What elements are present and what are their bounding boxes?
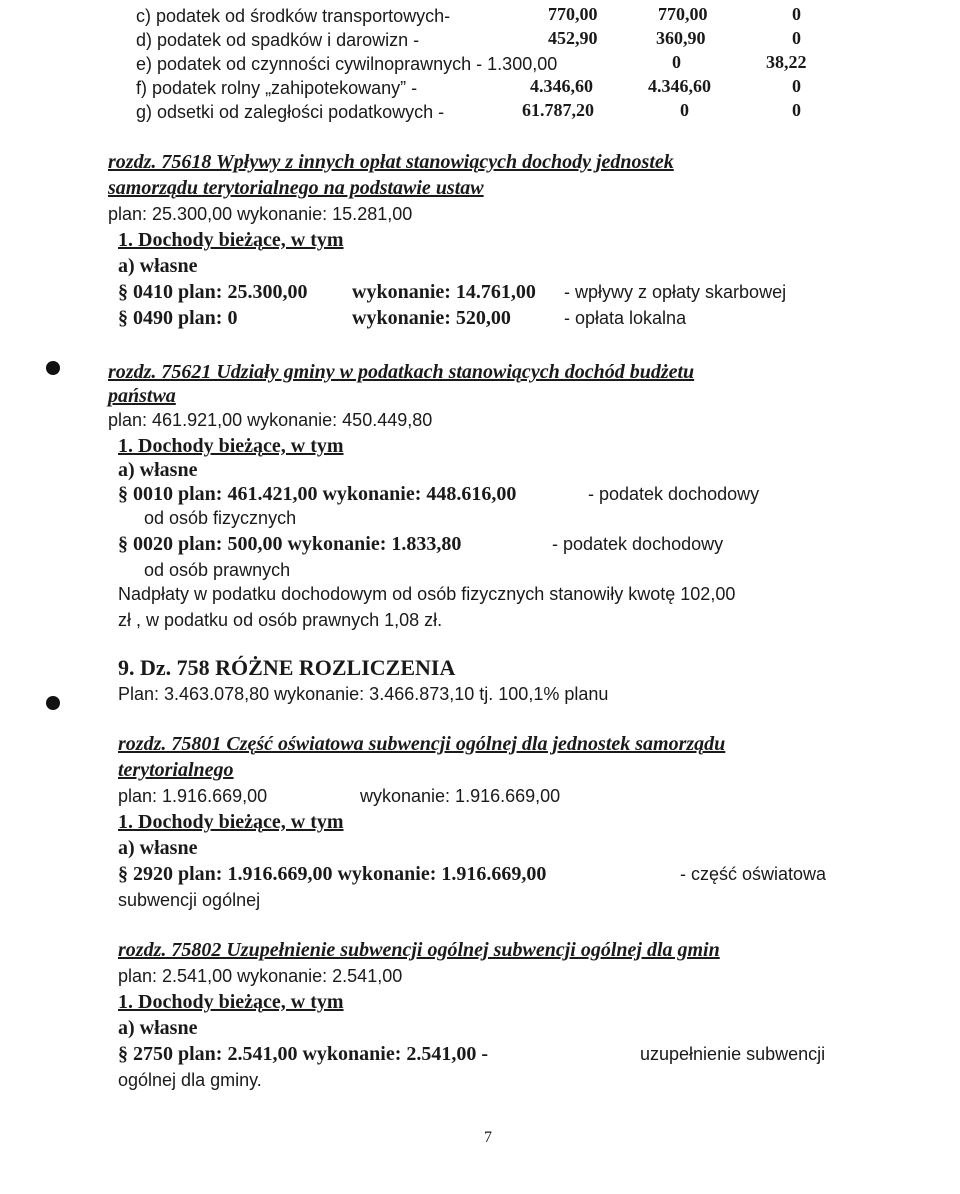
row-value-other: 0 (792, 4, 801, 24)
wlasne-heading: a) własne (118, 255, 198, 277)
top-row (136, 52, 557, 76)
row-value-other: 38,22 (766, 52, 807, 72)
row-value-exec: 4.346,60 (648, 76, 711, 96)
row-label: c) podatek od środków transportowych- (136, 6, 451, 26)
row-value-exec: 0 (672, 52, 681, 72)
row-label: f) podatek rolny „zahipotekowany” - (136, 78, 418, 98)
paragraph-desc: - opłata lokalna (564, 308, 687, 328)
plan-line: Plan: 3.463.078,80 wykonanie: 3.466.873,10 tj. 100,1% planu (118, 684, 609, 704)
row-value-plan: 4.346,60 (530, 76, 593, 96)
paragraph-desc-cont: ogólnej dla gminy. (118, 1070, 262, 1090)
paragraph-desc: uzupełnienie subwencji (640, 1044, 826, 1064)
paragraph-exec: wykonanie: 520,00 (352, 307, 511, 329)
plan-line: plan: 461.921,00 wykonanie: 450.449,80 (108, 410, 433, 430)
row-label: d) podatek od spadków i darowizn - (136, 30, 420, 50)
section-heading-75801-cont: terytorialnego (118, 759, 234, 781)
plan-line: plan: 25.300,00 wykonanie: 15.281,00 (108, 204, 413, 224)
dochody-heading: 1. Dochody bieżące, w tym (118, 991, 344, 1013)
plan-value: plan: 1.916.669,00 (118, 786, 268, 806)
top-row (136, 4, 450, 28)
top-row (136, 76, 417, 100)
paragraph-desc-cont: subwencji ogólnej (118, 890, 261, 910)
row-value-exec: 360,90 (656, 28, 706, 48)
paragraph-desc: - podatek dochodowy (588, 484, 760, 504)
section-heading-75618: rozdz. 75618 Wpływy z innych opłat stanowiących dochody jednostek (108, 151, 674, 173)
punch-hole-top (46, 361, 60, 375)
chapter-heading-758: 9. Dz. 758 RÓŻNE ROZLICZENIA (118, 655, 456, 680)
row-value-other: 0 (792, 28, 801, 48)
section-heading-75621-cont: państwa (108, 385, 176, 407)
paragraph-exec: wykonanie: 14.761,00 (352, 281, 536, 303)
paragraph-code: § 0020 plan: 500,00 wykonanie: 1.833,80 (118, 533, 462, 555)
paragraph-code: § 0410 plan: 25.300,00 (118, 281, 308, 303)
row-value-plan: 452,90 (548, 28, 598, 48)
paragraph-desc-cont: od osób fizycznych (144, 508, 297, 528)
section-heading-75801: rozdz. 75801 Część oświatowa subwencji ogólnej dla jednostek samorządu (118, 733, 726, 755)
paragraph-code: § 2750 plan: 2.541,00 wykonanie: 2.541,00 - (118, 1043, 489, 1065)
paragraph-code: § 2920 plan: 1.916.669,00 wykonanie: 1.916.669,00 (118, 863, 547, 885)
row-value-exec: 0 (680, 100, 689, 120)
wlasne-heading: a) własne (118, 459, 198, 481)
row-value-other: 0 (792, 100, 801, 120)
wlasne-heading: a) własne (118, 837, 198, 859)
dochody-heading: 1. Dochody bieżące, w tym (118, 229, 344, 251)
paragraph-code: § 0490 plan: 0 (118, 307, 238, 329)
paragraph-desc: - część oświatowa (680, 864, 827, 884)
paragraph-desc: - podatek dochodowy (552, 534, 724, 554)
note-line: Nadpłaty w podatku dochodowym od osób fizycznych stanowiły kwotę 102,00 (118, 584, 736, 604)
paragraph-desc: - wpływy z opłaty skarbowej (564, 282, 787, 302)
page-number: 7 (484, 1129, 492, 1146)
section-heading-75802: rozdz. 75802 Uzupełnienie subwencji ogólnej subwencji ogólnej dla gmin (118, 939, 720, 961)
paragraph-desc-cont: od osób prawnych (144, 560, 291, 580)
dochody-heading: 1. Dochody bieżące, w tym (118, 811, 344, 833)
row-value-other: 0 (792, 76, 801, 96)
section-heading-75621: rozdz. 75621 Udziały gminy w podatkach stanowiących dochód budżetu (108, 361, 695, 383)
row-value-plan: 770,00 (548, 4, 598, 24)
section-heading-75618-cont: samorządu terytorialnego na podstawie ustaw (108, 177, 484, 199)
row-value-plan: 61.787,20 (522, 100, 594, 120)
note-line: zł , w podatku od osób prawnych 1,08 zł. (118, 610, 443, 630)
exec-value: wykonanie: 1.916.669,00 (360, 786, 561, 806)
paragraph-code: § 0010 plan: 461.421,00 wykonanie: 448.616,00 (118, 483, 517, 505)
dochody-heading: 1. Dochody bieżące, w tym (118, 435, 344, 457)
top-row (136, 100, 444, 124)
wlasne-heading: a) własne (118, 1017, 198, 1039)
row-value-exec: 770,00 (658, 4, 708, 24)
top-row (136, 28, 419, 52)
row-label: g) odsetki od zaległości podatkowych - (136, 102, 445, 122)
plan-line: plan: 2.541,00 wykonanie: 2.541,00 (118, 966, 403, 986)
punch-hole-bottom (46, 696, 60, 710)
row-label: e) podatek od czynności cywilnoprawnych - 1.300,00 (136, 54, 558, 74)
